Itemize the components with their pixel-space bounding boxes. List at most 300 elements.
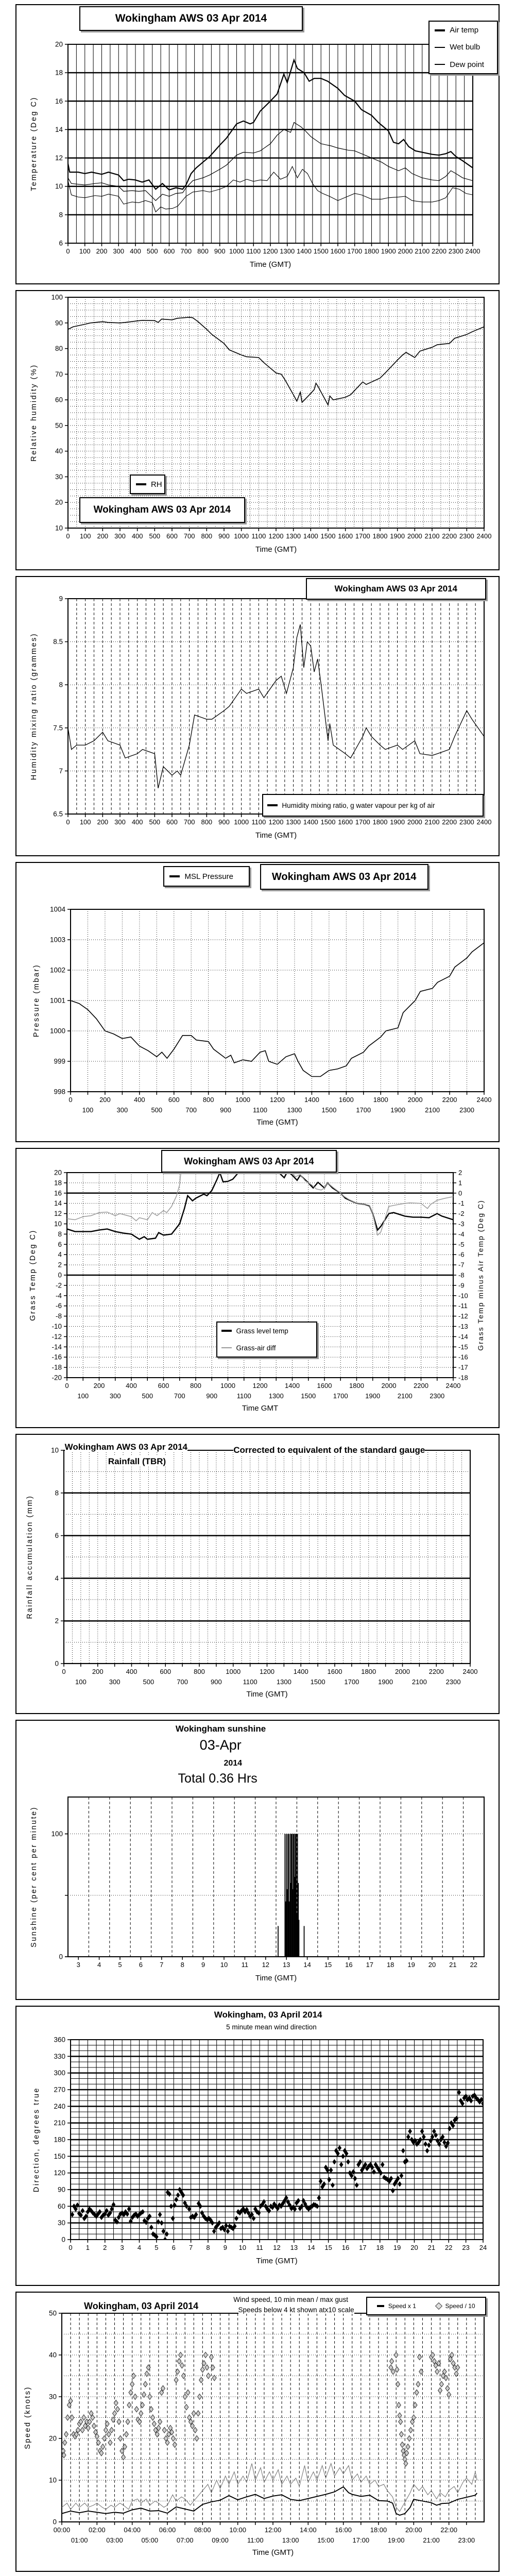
svg-text:1002: 1002	[49, 966, 65, 974]
svg-text:-6: -6	[55, 1302, 62, 1310]
svg-text:2100: 2100	[424, 818, 440, 826]
svg-text:2300: 2300	[459, 818, 474, 826]
svg-text:360: 360	[54, 2036, 65, 2044]
svg-text:700: 700	[183, 818, 195, 826]
legend-label: Speed / 10	[445, 2302, 475, 2310]
legend-item-wet-bulb	[430, 41, 497, 53]
panel-wind-direction	[15, 2006, 500, 2286]
svg-text:800: 800	[202, 1096, 214, 1104]
svg-text:1300: 1300	[276, 1678, 291, 1686]
wind-direction-title: Wokingham, 03 April 2014	[214, 2010, 322, 2020]
svg-text:2200: 2200	[442, 818, 457, 826]
svg-text:700: 700	[180, 247, 192, 255]
svg-text:11:00: 11:00	[247, 2536, 264, 2544]
svg-text:Time (GMT): Time (GMT)	[246, 1690, 288, 1699]
svg-text:-18: -18	[52, 1363, 62, 1371]
svg-text:Time (GMT): Time (GMT)	[249, 260, 291, 269]
svg-text:0: 0	[59, 1953, 63, 1961]
svg-text:-3: -3	[458, 1220, 465, 1228]
svg-text:180: 180	[54, 2136, 65, 2144]
svg-text:1900: 1900	[390, 1106, 406, 1114]
svg-text:2400: 2400	[445, 1382, 461, 1389]
svg-text:8: 8	[55, 1489, 59, 1497]
svg-text:600: 600	[163, 247, 175, 255]
svg-text:23: 23	[462, 2244, 470, 2251]
svg-text:20:00: 20:00	[405, 2526, 422, 2534]
svg-text:0: 0	[55, 1659, 59, 1668]
svg-text:5: 5	[118, 1961, 122, 1969]
svg-text:100: 100	[79, 818, 91, 826]
svg-text:1100: 1100	[251, 532, 266, 540]
svg-text:2100: 2100	[397, 1392, 413, 1400]
svg-text:-12: -12	[52, 1332, 62, 1341]
svg-text:1600: 1600	[338, 818, 353, 826]
legend-item-rh	[131, 479, 165, 490]
legend-label: Grass-air diff	[236, 1344, 276, 1352]
svg-text:900: 900	[218, 818, 230, 826]
svg-text:2100: 2100	[425, 1106, 440, 1114]
svg-text:700: 700	[183, 532, 195, 540]
svg-text:1500: 1500	[321, 1106, 337, 1114]
svg-text:600: 600	[168, 1096, 180, 1104]
legend-label: Speed x 1	[388, 2302, 416, 2310]
svg-text:9: 9	[223, 2244, 227, 2251]
legend-label: RH	[150, 480, 162, 489]
svg-text:600: 600	[158, 1382, 169, 1389]
svg-text:0: 0	[68, 1096, 73, 1104]
svg-text:-2: -2	[55, 1281, 62, 1290]
svg-text:10: 10	[54, 1220, 62, 1228]
svg-text:1900: 1900	[390, 818, 405, 826]
svg-text:30: 30	[55, 472, 63, 481]
svg-text:200: 200	[96, 247, 108, 255]
svg-text:400: 400	[131, 532, 143, 540]
sunshine-date: 03-Apr	[199, 1737, 242, 1753]
svg-text:10: 10	[55, 524, 63, 532]
svg-text:300: 300	[113, 247, 125, 255]
svg-text:1900: 1900	[381, 247, 396, 255]
grass-temp-title-box	[161, 1150, 337, 1173]
legend-item-grass-air-diff	[217, 1343, 316, 1353]
svg-text:7: 7	[59, 767, 63, 775]
wind-speed-subtitle1: Wind speed, 10 min mean / max gust	[233, 2296, 349, 2303]
svg-text:80: 80	[55, 345, 63, 353]
svg-text:1400: 1400	[304, 1096, 319, 1104]
svg-text:2300: 2300	[459, 532, 474, 540]
svg-text:19:00: 19:00	[387, 2536, 405, 2544]
wind-speed-legend	[366, 2297, 486, 2315]
svg-text:-9: -9	[458, 1281, 465, 1290]
svg-text:-11: -11	[458, 1302, 468, 1310]
svg-text:700: 700	[174, 1392, 185, 1400]
svg-text:0: 0	[66, 532, 70, 540]
svg-text:22: 22	[470, 1961, 478, 1969]
legend-label: Dew point	[450, 60, 484, 69]
svg-text:18: 18	[376, 2244, 384, 2251]
svg-text:-8: -8	[458, 1271, 465, 1279]
svg-text:18: 18	[54, 1179, 62, 1187]
svg-text:-14: -14	[458, 1332, 468, 1341]
svg-text:1800: 1800	[361, 1668, 376, 1675]
svg-text:22: 22	[445, 2244, 453, 2251]
svg-text:1700: 1700	[355, 532, 370, 540]
svg-text:900: 900	[214, 247, 226, 255]
svg-text:Time (GMT): Time (GMT)	[255, 831, 297, 840]
svg-text:2200: 2200	[442, 532, 457, 540]
svg-text:16:00: 16:00	[335, 2526, 352, 2534]
svg-text:30: 30	[48, 2393, 57, 2401]
svg-text:-4: -4	[458, 1230, 465, 1238]
svg-text:40: 40	[55, 447, 63, 455]
dew-point-line-icon	[435, 64, 445, 65]
svg-text:11: 11	[256, 2244, 263, 2251]
svg-text:1700: 1700	[356, 1106, 371, 1114]
svg-text:-4: -4	[55, 1292, 62, 1300]
svg-text:50: 50	[48, 2309, 57, 2317]
svg-text:2200: 2200	[428, 1668, 444, 1675]
svg-text:18: 18	[55, 69, 63, 77]
sunshine-title: Wokingham sunshine	[175, 1724, 266, 1734]
svg-text:14: 14	[55, 125, 63, 133]
svg-text:1200: 1200	[263, 247, 278, 255]
svg-text:1400: 1400	[303, 818, 318, 826]
svg-text:100: 100	[79, 532, 91, 540]
panel-pressure	[15, 862, 500, 1142]
humidity-legend	[130, 474, 166, 494]
svg-text:Humidity mixing ratio (grammes: Humidity mixing ratio (grammes)	[30, 632, 38, 781]
svg-text:6: 6	[139, 1961, 143, 1969]
svg-text:15:00: 15:00	[317, 2536, 334, 2544]
svg-text:20: 20	[428, 1961, 436, 1969]
svg-text:11: 11	[241, 1961, 249, 1969]
panel-relative-humidity	[15, 290, 500, 570]
svg-text:1400: 1400	[297, 247, 312, 255]
svg-text:14: 14	[54, 1199, 62, 1208]
chart-title: Wokingham AWS 03 Apr 2014	[334, 584, 457, 594]
svg-text:8: 8	[58, 1230, 62, 1238]
svg-text:4: 4	[97, 1961, 101, 1969]
svg-text:20: 20	[55, 40, 63, 48]
humidity-title-box	[79, 497, 245, 523]
legend-item-air-temp	[430, 24, 497, 36]
svg-text:50: 50	[55, 421, 63, 430]
svg-text:90: 90	[55, 319, 63, 327]
svg-text:40: 40	[48, 2351, 57, 2359]
svg-text:1600: 1600	[330, 247, 346, 255]
svg-text:2400: 2400	[465, 247, 480, 255]
svg-text:12: 12	[262, 1961, 270, 1969]
svg-text:200: 200	[93, 1382, 105, 1389]
svg-text:0: 0	[53, 2518, 57, 2526]
svg-text:1900: 1900	[390, 532, 405, 540]
svg-text:24: 24	[479, 2244, 487, 2251]
wet-bulb-line-icon	[435, 47, 445, 48]
gust-diamond-icon	[435, 2302, 442, 2310]
svg-text:2: 2	[103, 2244, 107, 2251]
svg-text:-17: -17	[458, 1363, 468, 1371]
svg-text:1900: 1900	[378, 1678, 393, 1686]
svg-text:-10: -10	[458, 1292, 468, 1300]
svg-text:60: 60	[57, 2202, 65, 2210]
chart-title: Wokingham AWS 03 Apr 2014	[115, 12, 267, 24]
grass-temp-line-icon	[221, 1330, 232, 1332]
air-temp-line-icon	[435, 29, 445, 31]
legend-item-msl-pressure	[164, 871, 249, 883]
speed-line-icon	[377, 2305, 384, 2307]
svg-text:2300: 2300	[448, 247, 464, 255]
svg-text:13:00: 13:00	[282, 2536, 299, 2544]
mixing-ratio-line-icon	[267, 804, 278, 806]
svg-text:-18: -18	[458, 1374, 468, 1382]
svg-text:Sunshine (per cent per minute): Sunshine (per cent per minute)	[30, 1806, 38, 1948]
svg-text:07:00: 07:00	[176, 2536, 194, 2544]
svg-text:900: 900	[211, 1678, 222, 1686]
svg-text:Rainfall accumulation (mm): Rainfall accumulation (mm)	[26, 1495, 34, 1619]
svg-text:6: 6	[55, 1532, 59, 1540]
svg-text:08:00: 08:00	[194, 2526, 211, 2534]
svg-text:12: 12	[54, 1210, 62, 1218]
svg-text:10:00: 10:00	[229, 2526, 246, 2534]
svg-text:1500: 1500	[310, 1678, 325, 1686]
svg-text:2400: 2400	[476, 818, 492, 826]
svg-text:998: 998	[54, 1088, 65, 1096]
svg-text:16: 16	[345, 1961, 353, 1969]
svg-text:21: 21	[449, 1961, 457, 1969]
svg-text:800: 800	[201, 818, 213, 826]
svg-text:Time (GMT): Time (GMT)	[255, 1974, 297, 1982]
legend-item-mixing-ratio	[263, 801, 483, 810]
svg-text:8: 8	[59, 211, 63, 219]
svg-text:14:00: 14:00	[300, 2526, 317, 2534]
legend-label: Grass level temp	[236, 1327, 288, 1335]
svg-text:7.5: 7.5	[53, 724, 63, 732]
svg-text:6: 6	[58, 1240, 62, 1248]
svg-text:500: 500	[146, 247, 158, 255]
svg-text:2100: 2100	[415, 247, 430, 255]
svg-text:9: 9	[201, 1961, 205, 1969]
svg-text:2000: 2000	[381, 1382, 397, 1389]
humidity-chart-plot	[16, 291, 499, 569]
svg-text:Temperature (Deg C): Temperature (Deg C)	[30, 96, 38, 191]
svg-text:200: 200	[97, 532, 109, 540]
panel-mixing-ratio	[15, 576, 500, 856]
svg-text:900: 900	[218, 532, 230, 540]
rainfall-subtitle: Rainfall (TBR)	[108, 1456, 166, 1466]
sunshine-chart-plot	[16, 1721, 499, 1999]
svg-text:2: 2	[55, 1617, 59, 1625]
svg-text:300: 300	[114, 818, 126, 826]
svg-text:2200: 2200	[432, 247, 447, 255]
svg-text:8: 8	[206, 2244, 210, 2251]
svg-text:10: 10	[50, 1446, 59, 1454]
svg-text:90: 90	[57, 2185, 65, 2194]
svg-text:17: 17	[359, 2244, 367, 2251]
svg-text:0: 0	[61, 2235, 65, 2244]
legend-label: Air temp	[450, 26, 479, 35]
svg-text:400: 400	[131, 818, 143, 826]
svg-text:7: 7	[160, 1961, 164, 1969]
svg-text:5: 5	[154, 2244, 159, 2251]
svg-text:1200: 1200	[252, 1382, 268, 1389]
svg-text:1200: 1200	[268, 818, 284, 826]
svg-text:100: 100	[79, 247, 91, 255]
svg-text:-14: -14	[52, 1343, 62, 1351]
svg-text:1100: 1100	[246, 247, 261, 255]
svg-text:2300: 2300	[430, 1392, 445, 1400]
svg-text:400: 400	[130, 247, 141, 255]
svg-text:600: 600	[166, 532, 178, 540]
svg-text:2400: 2400	[476, 532, 492, 540]
svg-text:1200: 1200	[268, 532, 284, 540]
svg-text:00:00: 00:00	[53, 2526, 71, 2534]
svg-text:900: 900	[206, 1392, 218, 1400]
svg-text:-7: -7	[458, 1261, 465, 1269]
svg-text:2: 2	[458, 1168, 462, 1177]
svg-text:1500: 1500	[320, 818, 336, 826]
panel-wind-speed	[15, 2292, 500, 2572]
wind-speed-title: Wokingham, 03 April 2014	[84, 2301, 199, 2311]
svg-text:400: 400	[133, 1096, 145, 1104]
svg-text:1700: 1700	[333, 1392, 348, 1400]
svg-text:Grass Temp minus Air Temp (Deg: Grass Temp minus Air Temp (Deg C)	[476, 1199, 485, 1351]
svg-text:-8: -8	[55, 1312, 62, 1320]
svg-text:14: 14	[307, 2244, 315, 2251]
svg-text:8: 8	[180, 1961, 184, 1969]
svg-text:Direction, degrees true: Direction, degrees true	[32, 2087, 41, 2193]
wind-speed-chart-plot	[16, 2293, 499, 2571]
svg-text:400: 400	[126, 1668, 138, 1675]
svg-text:20: 20	[410, 2244, 418, 2251]
svg-text:4: 4	[55, 1574, 59, 1582]
svg-text:200: 200	[97, 818, 109, 826]
svg-text:12: 12	[55, 154, 63, 162]
svg-text:1600: 1600	[338, 1096, 354, 1104]
svg-text:1000: 1000	[220, 1382, 235, 1389]
svg-text:120: 120	[54, 2169, 65, 2177]
svg-text:15: 15	[324, 1961, 332, 1969]
svg-text:17: 17	[366, 1961, 374, 1969]
pressure-title-box	[260, 864, 428, 890]
svg-text:Time GMT: Time GMT	[242, 1404, 279, 1413]
svg-text:05:00: 05:00	[141, 2536, 159, 2544]
panel-grass-temp	[15, 1148, 500, 1428]
svg-text:03:00: 03:00	[106, 2536, 123, 2544]
svg-text:6.5: 6.5	[53, 810, 63, 818]
svg-text:9: 9	[59, 595, 63, 603]
svg-text:6: 6	[171, 2244, 176, 2251]
svg-text:1600: 1600	[327, 1668, 342, 1675]
svg-text:300: 300	[109, 1392, 121, 1400]
svg-text:Grass Temp (Deg C): Grass Temp (Deg C)	[29, 1229, 37, 1321]
svg-text:2200: 2200	[442, 1096, 457, 1104]
svg-text:999: 999	[54, 1057, 65, 1065]
svg-text:1000: 1000	[49, 1027, 65, 1035]
svg-text:-16: -16	[458, 1353, 468, 1361]
svg-text:100: 100	[75, 1678, 87, 1686]
temperature-legend	[428, 21, 498, 74]
svg-text:500: 500	[142, 1392, 153, 1400]
wind-speed-subtitle2: Speeds below 4 kt shown atx10 scale	[238, 2306, 354, 2314]
svg-text:500: 500	[151, 1106, 163, 1114]
svg-text:18:00: 18:00	[370, 2526, 387, 2534]
svg-text:1000: 1000	[234, 818, 249, 826]
svg-text:Pressure (mbar): Pressure (mbar)	[32, 963, 41, 1038]
svg-text:13: 13	[282, 1961, 290, 1969]
svg-text:13: 13	[290, 2244, 298, 2251]
legend-label: MSL Pressure	[184, 872, 233, 881]
svg-text:0: 0	[68, 2244, 73, 2251]
svg-text:200: 200	[99, 1096, 111, 1104]
svg-text:30: 30	[57, 2219, 65, 2227]
svg-text:1800: 1800	[349, 1382, 364, 1389]
svg-text:1100: 1100	[253, 1106, 268, 1114]
svg-text:4: 4	[137, 2244, 142, 2251]
svg-text:21: 21	[427, 2244, 436, 2251]
svg-text:20: 20	[55, 498, 63, 506]
svg-text:-2: -2	[458, 1210, 465, 1218]
svg-text:-12: -12	[458, 1312, 468, 1320]
svg-text:-15: -15	[458, 1343, 468, 1351]
svg-text:10: 10	[55, 182, 63, 191]
svg-text:1500: 1500	[313, 247, 329, 255]
svg-text:16: 16	[55, 97, 63, 105]
svg-text:3: 3	[120, 2244, 124, 2251]
svg-text:2200: 2200	[414, 1382, 428, 1389]
svg-text:09:00: 09:00	[212, 2536, 229, 2544]
svg-text:0: 0	[66, 247, 70, 255]
svg-text:1000: 1000	[234, 532, 249, 540]
svg-text:1100: 1100	[243, 1678, 258, 1686]
svg-text:02:00: 02:00	[89, 2526, 106, 2534]
panel-sunshine	[15, 1720, 500, 2000]
svg-text:1500: 1500	[320, 532, 336, 540]
svg-text:1400: 1400	[293, 1668, 308, 1675]
sunshine-total: Total 0.36 Hrs	[178, 1771, 258, 1786]
svg-text:240: 240	[54, 2102, 65, 2110]
svg-text:1004: 1004	[49, 905, 65, 913]
svg-text:22:00: 22:00	[440, 2526, 457, 2534]
svg-text:800: 800	[197, 247, 209, 255]
svg-text:Relative humidity (%): Relative humidity (%)	[30, 364, 38, 462]
rainfall-title: Wokingham AWS 03 Apr 2014	[64, 1442, 187, 1452]
svg-text:210: 210	[54, 2119, 65, 2127]
svg-text:7: 7	[189, 2244, 193, 2251]
svg-text:100: 100	[51, 293, 63, 301]
svg-text:14: 14	[303, 1961, 311, 1969]
svg-text:1700: 1700	[347, 247, 363, 255]
svg-text:1300: 1300	[280, 247, 295, 255]
rainfall-chart-plot	[16, 1435, 499, 1713]
svg-text:500: 500	[143, 1678, 154, 1686]
svg-text:1300: 1300	[286, 818, 301, 826]
chart-title: Wokingham AWS 03 Apr 2014	[93, 504, 231, 515]
svg-text:Speed (knots): Speed (knots)	[24, 2386, 32, 2449]
svg-text:800: 800	[194, 1668, 205, 1675]
legend-item-speed-div10	[432, 2301, 479, 2311]
svg-text:04:00: 04:00	[124, 2526, 141, 2534]
svg-text:300: 300	[116, 1106, 128, 1114]
svg-text:-1: -1	[458, 1199, 465, 1208]
chart-title: Wokingham AWS 03 Apr 2014	[271, 871, 417, 883]
svg-text:100: 100	[82, 1106, 94, 1114]
rh-line-icon	[136, 483, 146, 485]
svg-text:8: 8	[59, 681, 63, 689]
svg-text:0: 0	[65, 1382, 69, 1389]
legend-label: Humidity mixing ratio, g water vapour per kg of air	[282, 801, 435, 809]
svg-text:700: 700	[185, 1106, 197, 1114]
svg-text:0: 0	[62, 1668, 66, 1675]
svg-text:2300: 2300	[445, 1678, 461, 1686]
